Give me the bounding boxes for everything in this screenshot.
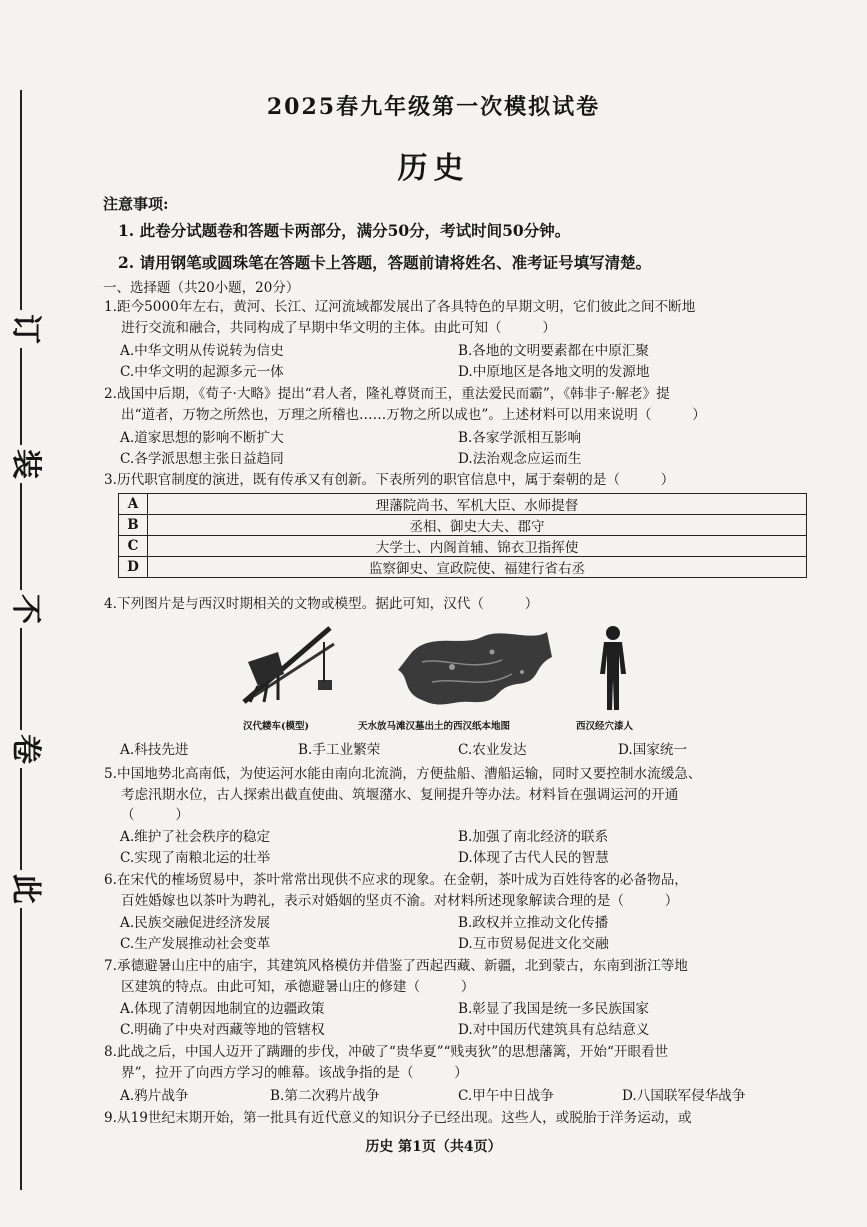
binding-char: 装: [6, 445, 44, 483]
question-1: [104, 297, 816, 338]
question-line: 7.承德避暑山庄中的庙宇，其建筑风格模仿并借鉴了西起西藏、新疆，北到蒙古，东南到浙江等地: [104, 958, 688, 974]
exam-title: 2025春九年级第一次模拟试卷: [266, 94, 601, 120]
binding-char: 卷: [6, 730, 44, 768]
row-key: C: [119, 536, 148, 557]
figure-caption: 天水放马滩汉墓出土的西汉纸本地图: [358, 721, 511, 732]
option-b: B.各家学派相互影响: [458, 430, 582, 446]
table-row: [119, 536, 807, 557]
option-b: B.各地的文明要素都在中原汇聚: [458, 343, 650, 359]
paper-map-image: [392, 622, 557, 712]
note-item: 1. 此卷分试题卷和答题卡两部分，满分50分，考试时间50分钟。: [118, 221, 571, 240]
question-7: [104, 956, 816, 997]
table-row: [119, 494, 807, 515]
option-a: A.鸦片战争: [120, 1088, 189, 1104]
seed-drill-image: [238, 622, 338, 704]
question-line: 出“道者，万物之所然也，万理之所稽也……万物之所以成也”。上述材料可以用来说明（ ）: [121, 406, 706, 423]
page-footer: 历史 第1页（共4页）: [365, 1139, 502, 1155]
option-b: B.政权并立推动文化传播: [458, 915, 609, 931]
option-c: C.甲午中日战争: [458, 1088, 554, 1104]
question-6: [104, 870, 816, 911]
question-line: （ ）: [121, 807, 189, 823]
option-c: C.中华文明的起源多元一体: [120, 364, 284, 380]
acupuncture-figure-image: [595, 624, 631, 712]
option-d: D.国家统一: [618, 742, 688, 758]
question-line: 2.战国中后期，《荀子·大略》提出“君人者，隆礼尊贤而王，重法爱民而霸”，《韩非子·解老》提: [104, 386, 670, 402]
question-line: 百姓婚嫁也以茶叶为聘礼，表示对婚姻的坚贞不渝。对材料所述现象解读合理的是（ ）: [121, 892, 679, 909]
question-8: [104, 1042, 816, 1083]
option-d: D.中原地区是各地文明的发源地: [458, 364, 650, 380]
row-value: 大学士、内阁首辅、锦衣卫指挥使: [148, 536, 807, 557]
option-a: A.科技先进: [120, 742, 189, 758]
option-d: D.互市贸易促进文化交融: [458, 936, 609, 952]
table-row: [119, 557, 807, 578]
question-line: 考虑汛期水位，古人探索出截直使曲、筑堰潴水、复闸提升等办法。材料旨在强调运河的开通: [121, 786, 679, 803]
question-line: 9.从19世纪末期开始，第一批具有近代意义的知识分子已经出现。这些人，或脱胎于洋务运动，或: [104, 1110, 692, 1126]
subject-title: 历史: [397, 151, 470, 186]
question-line: 区建筑的特点。由此可知，承德避暑山庄的修建（ ）: [121, 978, 475, 995]
option-b: B.彰显了我国是统一多民族国家: [458, 1001, 650, 1017]
row-value: 监察御史、宣政院使、福建行省右丞: [148, 557, 807, 578]
notes-heading: 注意事项:: [103, 195, 169, 213]
row-key: A: [119, 494, 148, 515]
question-5: [104, 764, 816, 826]
question-line: 8.此战之后，中国人迈开了蹒跚的步伐，冲破了“贵华夏”“贱夷狄”的思想藩篱，开始“开眼看世: [104, 1044, 669, 1060]
row-key: B: [119, 515, 148, 536]
option-d: D.对中国历代建筑具有总结意义: [458, 1022, 650, 1038]
question-9: [104, 1108, 816, 1129]
binding-char: 订: [6, 310, 44, 348]
option-a: A.民族交融促进经济发展: [120, 915, 271, 931]
option-d: D.八国联军侵华战争: [622, 1088, 746, 1104]
option-a: A.维护了社会秩序的稳定: [120, 829, 271, 845]
question-line: 6.在宋代的榷场贸易中，茶叶常常出现供不应求的现象。在金朝，茶叶成为百姓待客的必备物品，: [104, 872, 688, 888]
option-c: C.明确了中央对西藏等地的管辖权: [120, 1022, 325, 1038]
option-c: C.生产发展推动社会变革: [120, 936, 271, 952]
figure-caption: 汉代耧车(模型): [243, 721, 309, 732]
option-d: D.体现了古代人民的智慧: [458, 850, 609, 866]
question-line: 1.距今5000年左右，黄河、长江、辽河流域都发展出了各具特色的早期文明，它们彼此之间不断地: [104, 299, 696, 315]
question-line: 4.下列图片是与西汉时期相关的文物或模型。据此可知，汉代（ ）: [104, 596, 539, 612]
question-4: [104, 594, 816, 615]
option-c: C.农业发达: [458, 742, 527, 758]
row-key: D: [119, 557, 148, 578]
option-d: D.法治观念应运而生: [458, 451, 582, 467]
binding-char: 此: [6, 870, 44, 908]
table-row: [119, 515, 807, 536]
row-value: 丞相、御史大夫、郡守: [148, 515, 807, 536]
figure-caption: 西汉经穴漆人: [576, 721, 634, 732]
option-b: B.加强了南北经济的联系: [458, 829, 609, 845]
option-a: A.体现了清朝因地制宜的边疆政策: [120, 1001, 325, 1017]
question-line: 界”，拉开了向西方学习的帷幕。该战争指的是（ ）: [121, 1064, 468, 1081]
option-a: A.中华文明从传说转为信史: [120, 343, 284, 359]
question-2: [104, 384, 816, 425]
row-value: 理藩院尚书、军机大臣、水师提督: [148, 494, 807, 515]
question-line: 5.中国地势北高南低，为使运河水能由南向北流淌，方便盐船、漕船运输，同时又要控制水流缓急、: [104, 766, 702, 782]
question-line: 进行交流和融合，共同构成了早期中华文明的主体。由此可知（ ）: [121, 319, 556, 336]
option-b: B.手工业繁荣: [298, 742, 381, 758]
office-table: [118, 493, 807, 578]
binding-line: [20, 90, 22, 1190]
section-heading: 一、选择题（共20小题，20分）: [103, 280, 300, 296]
option-c: C.各学派思想主张日益趋同: [120, 451, 284, 467]
option-c: C.实现了南粮北运的壮举: [120, 850, 271, 866]
question-3: [104, 470, 816, 491]
binding-char: 不: [6, 590, 44, 628]
question-line: 3.历代职官制度的演进，既有传承又有创新。下表所列的职官信息中，属于秦朝的是（ ）: [104, 472, 675, 488]
option-a: A.道家思想的影响不断扩大: [120, 430, 284, 446]
option-b: B.第二次鸦片战争: [270, 1088, 380, 1104]
note-item: 2. 请用钢笔或圆珠笔在答题卡上答题，答题前请将姓名、准考证号填写清楚。: [118, 253, 652, 272]
